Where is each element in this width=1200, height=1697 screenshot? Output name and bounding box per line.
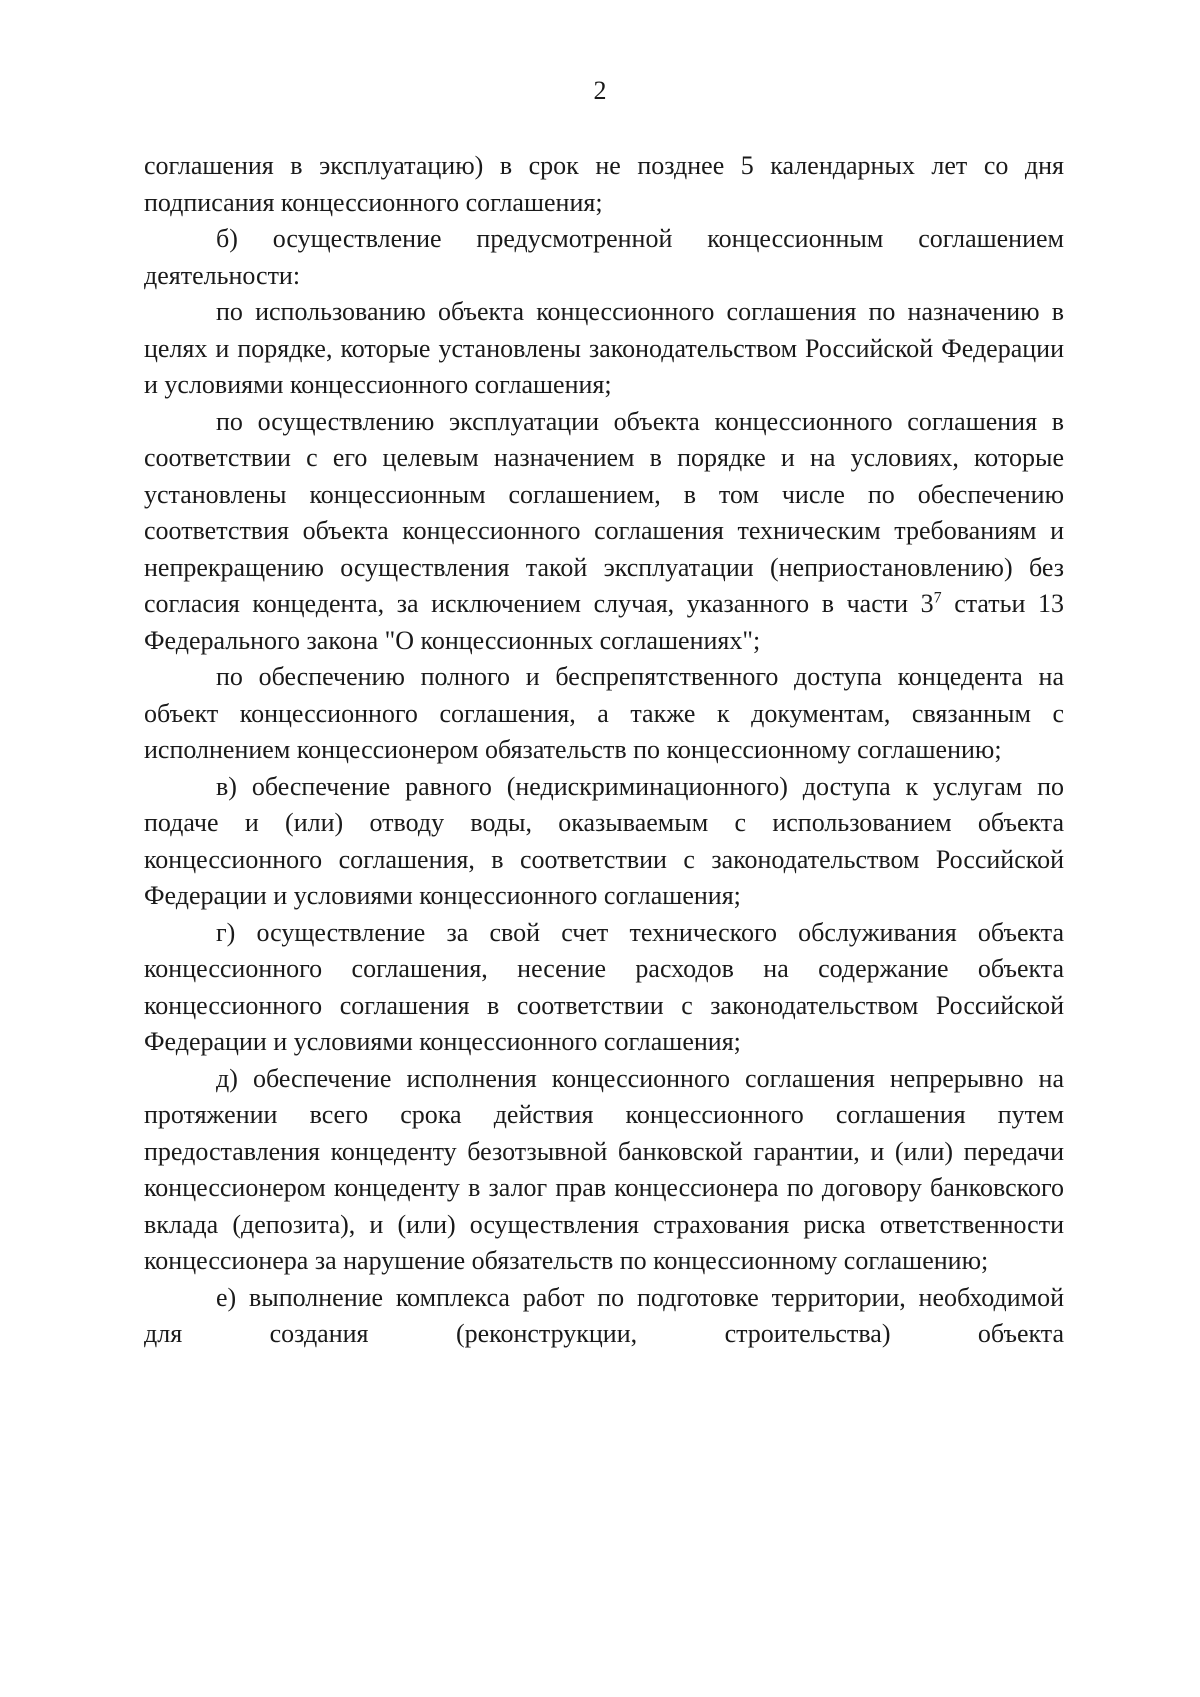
paragraph-b: б) осуществление предусмотренной концессионным соглашением деятельности: [144,224,1064,290]
paragraph-continuation: соглашения в эксплуатацию) в срок не позднее 5 календарных лет со дня подписания концессионного соглашения; [144,151,1064,217]
paragraph-d: д) обеспечение исполнения концессионного соглашения непрерывно на протяжении всего срока действия концессионного соглашения путем предоставления концеденту безотзывной банковской гарантии, и (или) передачи концессионером концеденту в залог прав концессионера по договору банковского вклада (депозита), и (или) осуществления страхования риска ответственности концессионера за нарушение обязательств по концессионному соглашению; [144,1063,1064,1275]
paragraph-g: г) осуществление за свой счет технического обслуживания объекта концессионного соглашения, несение расходов на содержание объекта концессионного соглашения в соответствии с законодательством Российской Федерации и условиями концессионного соглашения; [144,917,1064,1056]
document-body [144,148,1064,1353]
paragraph-operation [144,404,1064,660]
paragraph-operation-tail: статьи 13 Федерального закона "О концессионных соглашениях"; [144,589,1064,655]
paragraph-access: по обеспечению полного и беспрепятственного доступа концедента на объект концессионного соглашения, а также к документам, связанным с исполнением концессионером обязательств по концессионному соглашению; [144,662,1064,764]
paragraph-v: в) обеспечение равного (недискриминационного) доступа к услугам по подаче и (или) отводу воды, оказываемым с использованием объекта концессионного соглашения, в соответствии с законодательством Российской Федерации и условиями концессионного соглашения; [144,771,1064,910]
paragraph-usage: по использованию объекта концессионного соглашения по назначению в целях и порядке, которые установлены законодательством Российской Федерации и условиями концессионного соглашения; [144,297,1064,399]
paragraph-operation-text: по осуществлению эксплуатации объекта концессионного соглашения в соответствии с его целевым назначением в порядке и на условиях, которые установлены концессионным соглашением, в том числе по обеспечению соответствия объекта концессионного соглашения техническим требованиям и непрекращению осуществления такой эксплуатации (неприостановлению) без согласия концедента, за исключением случая, указанного в части 3 [144,406,1064,618]
paragraph-e: е) выполнение комплекса работ по подготовке территории, необходимой для создания (реконструкции, строительства) объекта [144,1282,1064,1348]
part-superscript: 7 [933,589,942,607]
page-number: 2 [593,76,607,105]
